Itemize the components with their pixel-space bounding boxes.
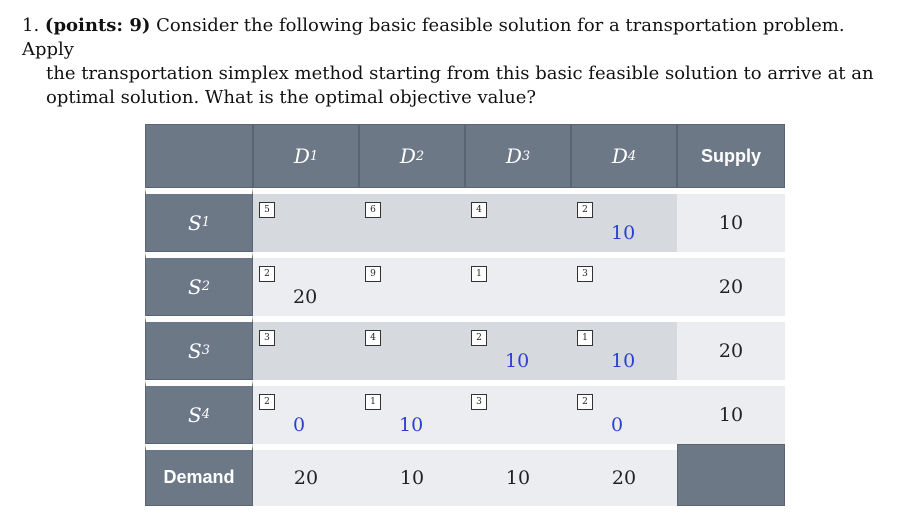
label-text: D [293, 144, 310, 168]
cell-s3-d3 [465, 316, 571, 380]
cost-box: 5 [259, 202, 275, 218]
header-d3 [465, 124, 571, 188]
cell-s3-d4 [571, 316, 677, 380]
label-text: 2 [415, 148, 425, 164]
cost-box: 2 [577, 394, 593, 410]
cell-s1-d2 [359, 188, 465, 252]
demand-d2: 10 [359, 444, 465, 506]
cell-s1-d1 [253, 188, 359, 252]
cost-box: 1 [577, 330, 593, 346]
cell-s1-d3 [465, 188, 571, 252]
cell-s2-d1 [253, 252, 359, 316]
demand-d3: 10 [465, 444, 571, 506]
label-text: D [399, 144, 416, 168]
points-label: (points: 9) [44, 15, 151, 36]
label-text: S [188, 210, 202, 235]
label-text: 4 [627, 148, 637, 164]
header-corner [145, 124, 253, 188]
allocation-value: 0 [611, 414, 624, 436]
cost-box: 1 [471, 266, 487, 282]
problem-statement [22, 14, 886, 110]
row-label-s3 [145, 316, 253, 380]
row-label-s1 [145, 188, 253, 252]
problem-number: 1. [22, 15, 40, 36]
cell-s2-d2 [359, 252, 465, 316]
label-text: 1 [309, 148, 319, 164]
header-d2 [359, 124, 465, 188]
cell-s4-d4 [571, 380, 677, 444]
label-text: 2 [201, 279, 210, 294]
allocation-value: 10 [399, 414, 424, 436]
label-text: D [505, 144, 522, 168]
cost-box: 2 [259, 266, 275, 282]
cell-s3-d2 [359, 316, 465, 380]
row-label-s4 [145, 380, 253, 444]
cell-s2-d3 [465, 252, 571, 316]
corner-bottom-right [677, 444, 785, 506]
cost-box: 2 [259, 394, 275, 410]
supply-s3: 20 [677, 316, 785, 380]
allocation-value: 0 [293, 414, 306, 436]
transportation-table [145, 124, 785, 506]
label-text: S [188, 402, 202, 427]
row-label-s2 [145, 252, 253, 316]
cost-box: 3 [471, 394, 487, 410]
cell-s3-d1 [253, 316, 359, 380]
label-text: S [188, 274, 202, 299]
allocation-value: 10 [611, 222, 636, 244]
cost-box: 1 [365, 394, 381, 410]
supply-s4: 10 [677, 380, 785, 444]
cell-s4-d1 [253, 380, 359, 444]
label-text: S [188, 338, 202, 363]
problem-line-3: optimal solution. What is the optimal objective value? [46, 87, 536, 108]
problem-line-2: the transportation simplex method starting from this basic feasible solution to arrive at an [46, 63, 874, 84]
cell-s2-d4 [571, 252, 677, 316]
cell-s4-d3 [465, 380, 571, 444]
label-text: 4 [201, 407, 210, 422]
demand-label: Demand [145, 444, 253, 506]
cost-box: 3 [259, 330, 275, 346]
demand-d4: 20 [571, 444, 677, 506]
cell-s4-d2 [359, 380, 465, 444]
demand-d1: 20 [253, 444, 359, 506]
allocation-value: 10 [611, 350, 636, 372]
problem-text-1: Consider the following basic feasible solution for a transportation problem. Apply [22, 15, 845, 60]
allocation-value: 10 [505, 350, 530, 372]
header-supply: Supply [677, 124, 785, 188]
cost-box: 9 [365, 266, 381, 282]
supply-s2: 20 [677, 252, 785, 316]
header-d4 [571, 124, 677, 188]
label-text: D [611, 144, 628, 168]
cost-box: 4 [471, 202, 487, 218]
cost-box: 2 [577, 202, 593, 218]
label-text: 3 [201, 343, 210, 358]
supply-s1: 10 [677, 188, 785, 252]
cost-box: 2 [471, 330, 487, 346]
cost-box: 3 [577, 266, 593, 282]
allocation-value: 20 [293, 286, 318, 308]
cost-box: 6 [365, 202, 381, 218]
label-text: 1 [201, 215, 210, 230]
label-text: 3 [521, 148, 531, 164]
problem-line-1 [22, 14, 886, 62]
header-d1 [253, 124, 359, 188]
cell-s1-d4 [571, 188, 677, 252]
cost-box: 4 [365, 330, 381, 346]
